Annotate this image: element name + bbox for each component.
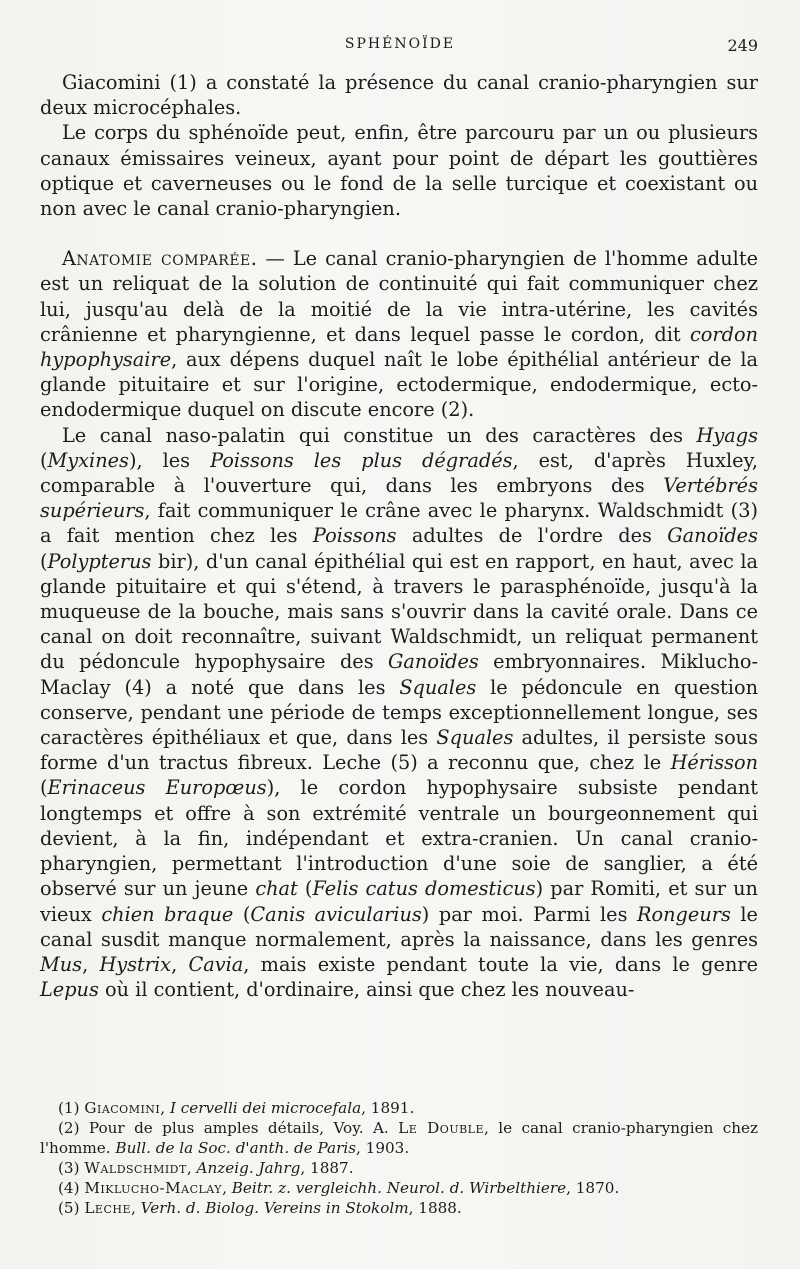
paragraph-giacomini: Giacomini (1) a constaté la présence du canal cranio-pharyngien sur deux microcéphales. — [40, 71, 758, 120]
footnote-4 — [40, 1178, 758, 1198]
italic-term: Ganoïdes — [667, 524, 758, 548]
italic-term: Hyags — [696, 423, 758, 447]
italic-term: cordon hypophysaire — [40, 322, 758, 372]
italic-term: Polypterus — [47, 549, 152, 573]
italic-term: Mus — [40, 952, 83, 976]
footnote-2 — [40, 1118, 758, 1158]
italic-term: Squales — [436, 726, 514, 750]
italic-term: Cavia — [188, 952, 244, 976]
footnotes — [40, 1098, 758, 1218]
italic-term: Myxines — [47, 448, 129, 472]
footnote-title: Bull. de la Soc. d'anth. de Paris — [115, 1139, 357, 1157]
footnote-title: I cervelli dei microcefala — [169, 1099, 362, 1117]
text-run: adultes, il persiste sous forme d'un tractus fibreux. Leche (5) a reconnu que, chez le — [40, 726, 758, 775]
footnote-title: Beitr. z. vergleichh. Neurol. d. Wirbelthiere — [231, 1179, 567, 1197]
italic-term: chat — [255, 877, 298, 901]
text-run: le pédoncule en question conserve, pendant une période de temps exceptionnellement longue, ses caractères épithéliaux et que, dans les — [40, 675, 758, 750]
text-run: ), le cordon hypophysaire subsiste pendant longtemps et offre à son extrémité ventrale un bourgeonnement qui devient, à la fin, indépendant et extra-cranien. Un canal cranio-pharyngien, permettant l'introduction d'une soie de sanglier, a été observé sur un jeune — [40, 776, 759, 901]
text-run: , — [171, 952, 189, 976]
footnote-number: (5) — [58, 1199, 85, 1217]
text-run: ) par moi. Parmi les — [421, 902, 638, 926]
italic-term: Erinaceus Europœus — [47, 776, 267, 800]
text-run: le canal susdit manque normalement, après la naissance, dans les genres — [40, 902, 758, 951]
page-number: 249 — [727, 36, 758, 55]
text-run: bir), d'un canal épithélial qui est en rapport, en haut, avec la glande pituitaire et qui s'étend, à travers le parasphénoïde, jusqu'à la muqueuse de la bouche, mais sans s'ouvrir dans la cavité orale. Dans ce canal on doit reconnaître, suivant Waldschmidt, un reliquat permanent du pédoncule hypophysaire des — [40, 549, 758, 674]
footnote-author: Miklucho-Maclay — [84, 1179, 223, 1197]
text-run: , aux dépens duquel naît le lobe épithélial antérieur de la glande pituitaire et sur l'origine, ectodermique, endodermique, ecto-endodermique duquel on discute encore (2). — [40, 348, 758, 422]
text-run: où il contient, d'ordinaire, ainsi que chez les nouveau- — [98, 978, 635, 1002]
text-run: , le canal cranio-pharyngien chez l'homme. — [40, 1119, 759, 1157]
italic-term: Ganoïdes — [388, 650, 479, 674]
footnote-author: Giacomini — [84, 1099, 161, 1117]
paragraph-anatomie-comparee — [40, 246, 758, 422]
italic-term: Lepus — [40, 978, 99, 1002]
text-run: , — [131, 1199, 141, 1217]
text-run: , — [160, 1099, 170, 1117]
italic-term: chien braque — [101, 902, 234, 926]
footnote-number: (3) — [58, 1159, 85, 1177]
text-run: , fait communiquer le crâne avec le pharynx. Waldschmidt (3) a fait mention chez les — [40, 499, 758, 548]
footnote-author: Waldschmidt — [84, 1159, 187, 1177]
text-run: ( — [233, 902, 251, 926]
footnote-5 — [40, 1198, 758, 1218]
text-run: ( — [40, 549, 48, 573]
italic-term: Poissons les plus dégradés — [210, 448, 513, 472]
italic-term: Canis avicularius — [250, 902, 422, 926]
footnote-number: (4) — [58, 1179, 85, 1197]
text-run: , — [82, 952, 100, 976]
italic-term: Squales — [399, 675, 477, 699]
footnote-number: (1) — [58, 1099, 85, 1117]
text-run: , est, d'après Huxley, comparable à l'ouverture qui, dans les embryons des — [40, 448, 758, 498]
text-run: , 1903. — [356, 1139, 410, 1157]
text-run: adultes de l'ordre des — [396, 524, 668, 548]
text-run: Le canal naso-palatin qui constitue un des caractères des — [62, 423, 697, 447]
text-run: embryonnaires. Miklucho-Maclay (4) a noté que dans les — [40, 650, 758, 699]
text-run: Pour de plus amples détails, Voy. A. — [88, 1119, 399, 1137]
paragraph-canaux-emissaires: Le corps du sphénoïde peut, enfin, être parcouru par un ou plusieurs canaux émissaires veineux, ayant pour point de départ les gouttières optique et caverneuses ou le fond de la selle turcique et coexistant ou non avec le canal cranio-pharyngien. — [40, 121, 758, 221]
text-run: , 1888. — [408, 1199, 462, 1217]
paragraph-canal-naso-palatin — [40, 423, 758, 1003]
footnote-title: Anzeig. Jahrg — [196, 1159, 301, 1177]
italic-term: Felis catus domesticus — [312, 877, 536, 901]
text-run: — Le canal cranio-pharyngien de l'homme adulte est un reliquat de la solution de continuité qui fait communiquer chez lui, jusqu'au delà de la moitié de la vie intra-utérine, les cavités crânienne et pharyngienne, et dans lequel passe le cordon, dit — [40, 247, 758, 346]
footnote-author: Leche — [84, 1199, 131, 1217]
text-run: ) par Romiti, et sur un vieux — [40, 877, 758, 926]
text-run: , mais existe pendant toute la vie, dans le genre — [243, 952, 758, 976]
text-run: , — [186, 1159, 197, 1177]
text-run: , 1891. — [361, 1099, 415, 1117]
text-run: ( — [40, 448, 48, 472]
italic-term: Hérisson — [670, 751, 758, 775]
italic-term: Rongeurs — [637, 902, 731, 926]
text-run: ), les — [128, 448, 211, 472]
text-run: ( — [297, 877, 313, 901]
section-heading: Anatomie comparée. — [62, 247, 258, 271]
page-header — [0, 34, 800, 58]
text-run: , — [222, 1179, 232, 1197]
italic-term: Poissons — [312, 524, 397, 548]
footnote-author: Le Double — [398, 1119, 485, 1137]
italic-term: Vertébrés supérieurs — [40, 474, 758, 523]
text-run: ( — [40, 776, 48, 800]
footnote-number: (2) — [58, 1119, 89, 1137]
footnote-title: Verh. d. Biolog. Vereins in Stokolm — [140, 1199, 409, 1217]
running-title: SPHÉNOÏDE — [344, 36, 456, 52]
main-text — [40, 70, 758, 1002]
footnote-3 — [40, 1158, 758, 1178]
footnote-1 — [40, 1098, 758, 1118]
italic-term: Hystrix — [99, 952, 172, 976]
text-run: , 1887. — [300, 1159, 354, 1177]
text-run: , 1870. — [566, 1179, 620, 1197]
